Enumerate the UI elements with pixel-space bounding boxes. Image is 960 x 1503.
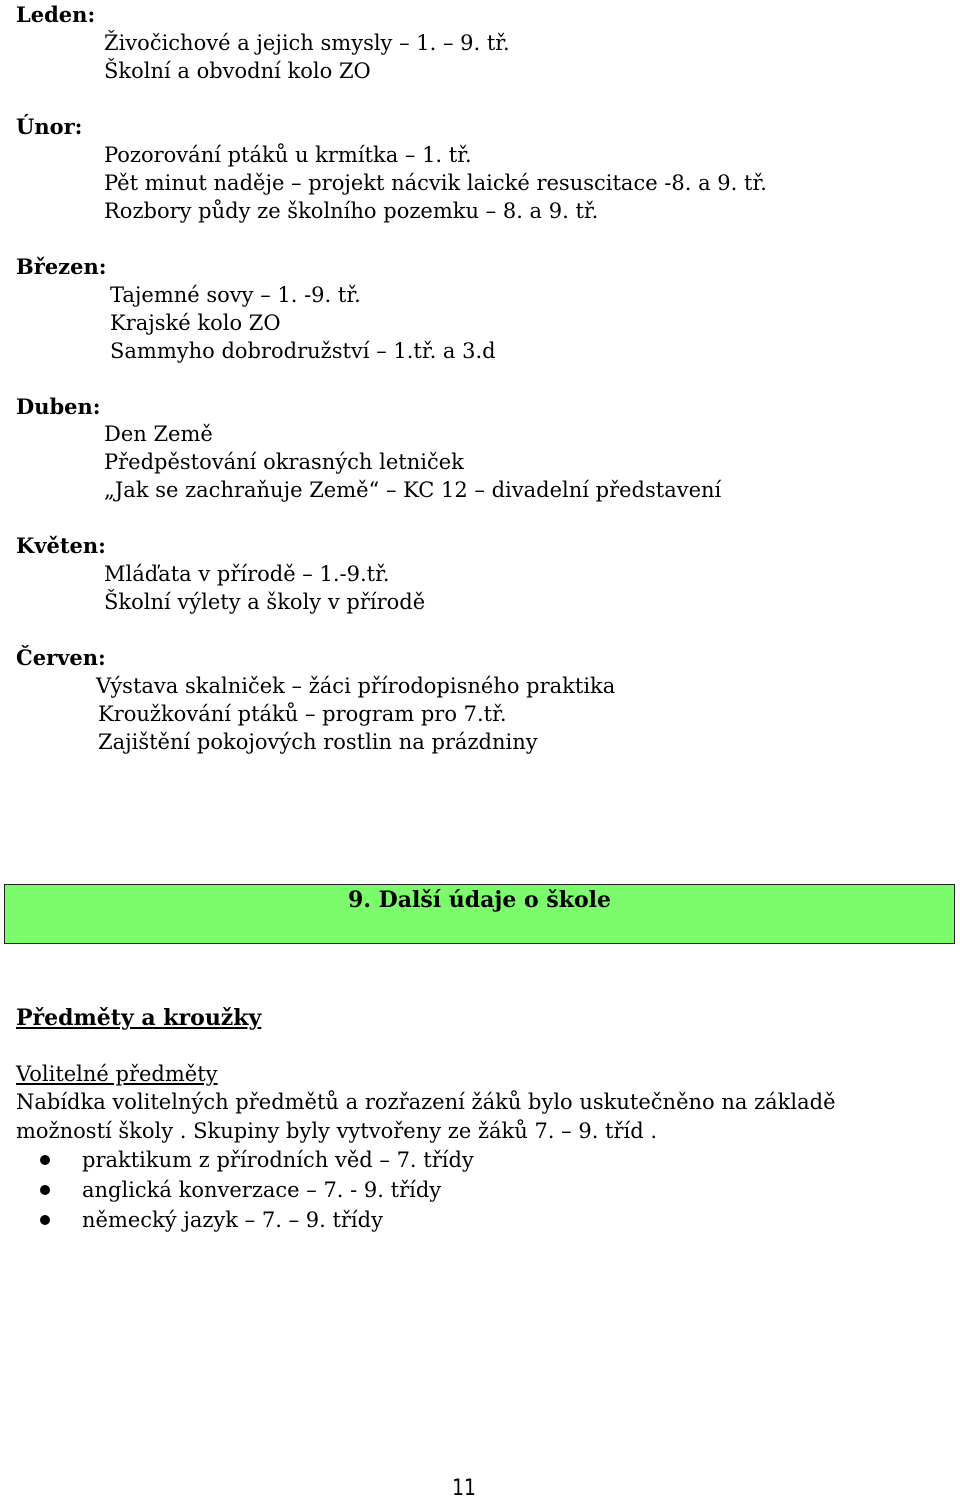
event-item: Pozorování ptáků u krmítka – 1. tř. [104, 143, 472, 167]
event-item: Rozbory půdy ze školního pozemku – 8. a 9. tř. [104, 199, 599, 223]
event-item: Školní výlety a školy v přírodě [104, 590, 426, 614]
section-title: 9. Další údaje o škole [348, 887, 611, 913]
month-heading-duben: Duben: [16, 394, 101, 419]
list-item: anglická konverzace – 7. - 9. třídy [82, 1178, 442, 1202]
event-item: Předpěstování okrasných letniček [104, 450, 464, 474]
month-heading-kveten: Květen: [16, 533, 106, 558]
paragraph-line: možností školy . Skupiny byly vytvořeny ze žáků 7. – 9. tříd . [16, 1119, 658, 1143]
month-heading-cerven: Červen: [16, 645, 106, 670]
paragraph-line: Nabídka volitelných předmětů a rozřazení žáků bylo uskutečněno na základě [16, 1090, 836, 1114]
event-item: Kroužkování ptáků – program pro 7.tř. [98, 702, 507, 726]
event-item: Den Země [104, 422, 213, 446]
list-item: praktikum z přírodních věd – 7. třídy [82, 1148, 474, 1172]
month-heading-unor: Únor: [16, 114, 83, 139]
event-item: Sammyho dobrodružství – 1.tř. a 3.d [110, 339, 496, 363]
subheading: Volitelné předměty [16, 1062, 218, 1086]
event-item: Živočichové a jejich smysly – 1. – 9. tř. [104, 31, 510, 55]
event-item: Tajemné sovy – 1. -9. tř. [110, 283, 361, 307]
section-heading: Předměty a kroužky [16, 1005, 262, 1031]
list-item: německý jazyk – 7. – 9. třídy [82, 1208, 383, 1232]
section-banner [4, 884, 955, 944]
month-heading-leden: Leden: [16, 2, 96, 27]
event-item: Zajištění pokojových rostlin na prázdniny [98, 730, 538, 754]
event-item: Krajské kolo ZO [110, 311, 281, 335]
event-item: Školní a obvodní kolo ZO [104, 59, 371, 83]
month-heading-brezen: Březen: [16, 254, 107, 279]
bullet-icon [40, 1155, 50, 1165]
event-item: Mláďata v přírodě – 1.-9.tř. [104, 562, 390, 586]
event-item: Pět minut naděje – projekt nácvik laické resuscitace -8. a 9. tř. [104, 171, 767, 195]
event-item: „Jak se zachraňuje Země“ – KC 12 – divadelní představení [104, 478, 722, 502]
bullet-icon [40, 1185, 50, 1195]
event-item: Výstava skalniček – žáci přírodopisného praktika [96, 674, 616, 698]
bullet-icon [40, 1215, 50, 1225]
page-number: 11 [452, 1476, 476, 1501]
